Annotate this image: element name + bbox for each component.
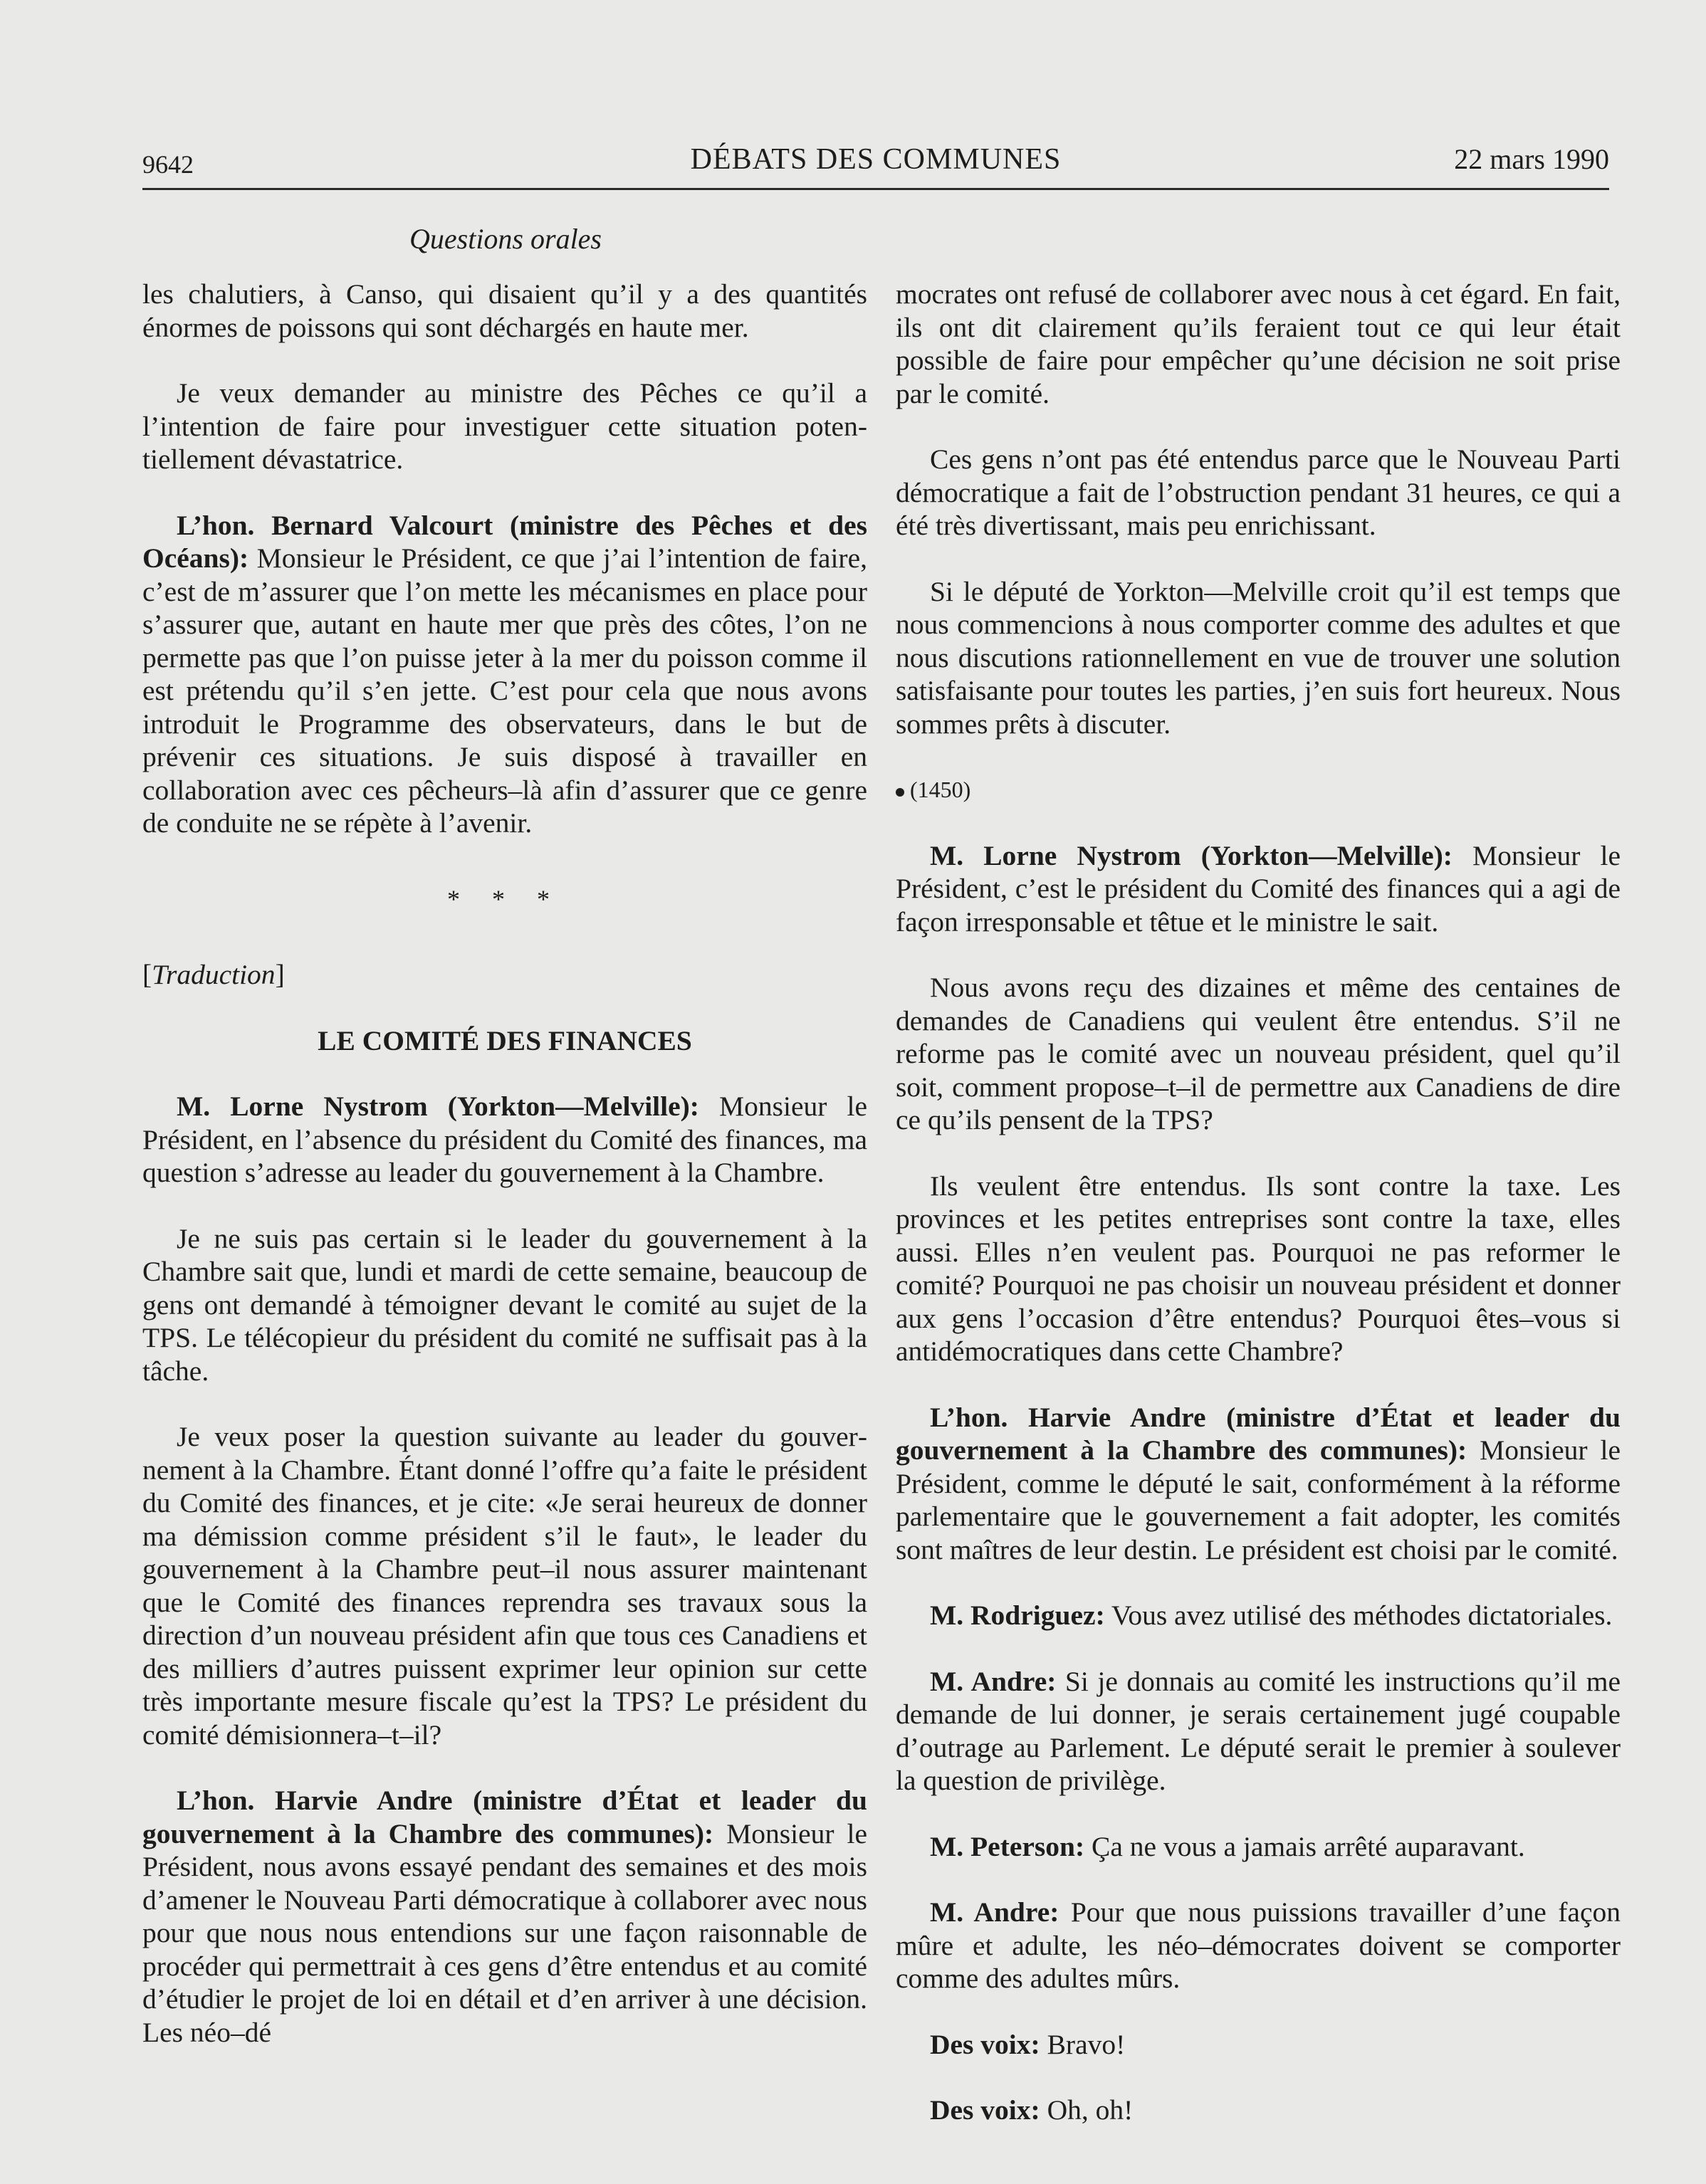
speech-text: Monsieur le Président, comme le député le sait, conformément à la réforme parlementaire que le gouvernement a fait adopter, les comités sont maîtres de leur destin. Le président est choisi par le comité. [896, 1434, 1621, 1565]
speaker-name: Des voix: [930, 2094, 1040, 2126]
speaker-name: M. Andre: [930, 1665, 1057, 1697]
bullet-icon [896, 788, 904, 797]
paragraph: mocrates ont refusé de collaborer avec nous à cet égard. En fait, ils ont dit clairement qu’ils feraient tout ce qui leur était possible de faire pour empêcher qu’une décision ne soit prise par le comité. [896, 278, 1621, 409]
paragraph: Si le député de Yorkton—Melville croit qu’il est temps que nous commencions à nous comporter comme des adultes et que nous discutions rationnellement en vue de trouver une solution satisfaisante pour toutes les parties, j’en suis fort heureux. Nous sommes prêts à discuter. [896, 575, 1621, 740]
paragraph [142, 1784, 867, 2049]
left-column [142, 278, 867, 2081]
speech-text: Monsieur le Président, en l’absence du président du Comité des finances, ma question s’adresse au leader du gouvernement à la Chambre. [142, 1091, 867, 1188]
paragraph: Je ne suis pas certain si le leader du gouvernement à la Chambre sait que, lundi et mardi de cette semaine, beaucoup de gens ont demandé à témoigner devant le comité au sujet de la TPS. Le télécopieur du président du comité ne suffisait pas à la tâche. [142, 1222, 867, 1387]
publication-date: 22 mars 1990 [1454, 143, 1609, 175]
speaker-name: M. Lorne Nystrom (Yorkton—Melville): [177, 1091, 699, 1122]
speech-text: Bravo! [1040, 2028, 1126, 2060]
paragraph [896, 839, 1621, 939]
speech-text: Vous avez utilisé des méthodes dictatoriales. [1104, 1600, 1613, 1631]
section-label: Questions orales [409, 223, 602, 255]
section-separator: * * * [447, 884, 562, 913]
speaker-name: M. Peterson: [930, 1830, 1085, 1862]
publication-title: DÉBATS DES COMMUNES [690, 143, 1062, 176]
running-header [142, 142, 1609, 185]
paragraph [896, 1665, 1621, 1797]
speaker-name: L’hon. Harvie Andre (ministre d’État et leader du gouvernement à la Chambre des communes): [142, 1785, 867, 1849]
paragraph: Je veux poser la question suivante au leader du gouvernement à la Chambre. Étant donné l’offre qu’a faite le président du Comité des finances, et je cite: «Je serai heureux de donner ma démission comme président s’il le faut», le leader du gouvernement à la Chambre peut–il nous assurer maintenant que le Comité des finances reprendra ses travaux sous la direction d’un nouveau président afin que tous ces Canadiens et des milliers d’autres puissent exprimer leur opinion sur cette très importante mesure fiscale qu’est la TPS? Le président du comité démisionnera–t–il? [142, 1421, 867, 1750]
page-number: 9642 [142, 150, 194, 179]
paragraph [896, 2094, 1621, 2127]
speaker-name: M. Andre: [930, 1896, 1059, 1928]
speech-text: Oh, oh! [1040, 2094, 1134, 2126]
speaker-name: L’hon. Harvie Andre (ministre d’État et leader du gouvernement à la Chambre des communes): [896, 1401, 1621, 1466]
speech-text: Ça ne vous a jamais arrêté auparavant. [1084, 1830, 1525, 1862]
paragraph: Je veux demander au ministre des Pêches ce qu’il a l’intention de faire pour investiguer cette situation potentiellement dévastatrice. [142, 377, 867, 475]
speech-text: Pour que nous puissions travailler d’une façon mûre et adulte, les néo–démocrates doivent se comporter comme des adultes mûrs. [896, 1896, 1621, 1994]
paragraph: les chalutiers, à Canso, qui disaient qu’il y a des quantités énormes de poissons qui sont déchargés en haute mer. [142, 278, 867, 343]
paragraph [896, 1599, 1621, 1632]
paragraph [142, 1090, 867, 1190]
speech-text: Si je donnais au comité les instructions qu’il me demande de lui donner, je serais certainement jugé coupable d’outrage au Parlement. Le député serait le premier à soulever la question de privilège. [896, 1665, 1621, 1796]
speech-text: Monsieur le Président, ce que j’ai l’intention de faire, c’est de m’assurer que l’on mette les mécanismes en place pour s’assurer que, autant en haute mer que près des côtes, l’on ne permette pas que l’on puisse jeter à la mer du poisson comme il est prétendu qu’il s’en jette. C’est pour cela que nous avons introduit le Programme des observateurs, dans le but de prévenir ces situations. Je suis disposé à travailler en collaboration avec ces pêcheurs–là afin d’assurer que ce genre de conduite ne se répète à l’avenir. [142, 542, 867, 839]
paragraph [896, 1401, 1621, 1567]
paragraph: Nous avons reçu des dizaines et même des centaines de demandes de Canadiens qui veulent être entendus. S’il ne reforme pas le comité avec un nouveau président, quel qu’il soit, comment propose–t–il de permettre aux Canadiens de dire ce qu’ils pensent de la TPS? [896, 972, 1621, 1135]
paragraph: Ils veulent être entendus. Ils sont contre la taxe. Les provinces et les petites entreprises sont contre la taxe, elles aussi. Elles n’en veulent pas. Pourquoi ne pas reformer le comité? Pourquoi ne pas choisir un nouveau président et donner aux gens l’occasion d’être entendus? Pourquoi êtes–vous si antidémocratiques dans cette Chambre? [896, 1170, 1621, 1367]
speaker-name: Des voix: [930, 2028, 1040, 2060]
paragraph: Ces gens n’ont pas été entendus parce que le Nouveau Parti démocratique a fait de l’obstruction pendant 31 heures, ce qui a été très divertissant, mais peu enrichissant. [896, 443, 1621, 541]
paragraph [896, 2028, 1621, 2062]
section-heading: LE COMITÉ DES FINANCES [318, 1024, 692, 1056]
right-column [896, 278, 1621, 2160]
speaker-name: L’hon. Bernard Valcourt (ministre des Pêches et des Océans): [142, 509, 867, 574]
header-rule [142, 188, 1609, 190]
speech-text: Monsieur le Président, c’est le président du Comité des finances qui a agi de façon irresponsable et têtue et le ministre le sait. [896, 839, 1621, 938]
paragraph [896, 1896, 1621, 1995]
translation-note: [Traduction] [142, 959, 285, 990]
speaker-name: M. Lorne Nystrom (Yorkton—Melville): [930, 839, 1453, 871]
time-stamp: (1450) [896, 773, 1621, 807]
speaker-name: M. Rodriguez: [930, 1600, 1105, 1631]
paragraph [896, 1830, 1621, 1864]
speech-text: Monsieur le Président, nous avons essayé pendant des semaines et des mois d’amener le Nouveau Parti démocratique à collaborer avec nous pour que nous nous entendions sur une façon raisonnable de procéder qui permettrait à ces gens d’être entendus et au comité d’étudier le projet de loi en détail et d’en arriver à une décision. Les néo–dé [142, 1817, 867, 2048]
paragraph [142, 509, 867, 840]
